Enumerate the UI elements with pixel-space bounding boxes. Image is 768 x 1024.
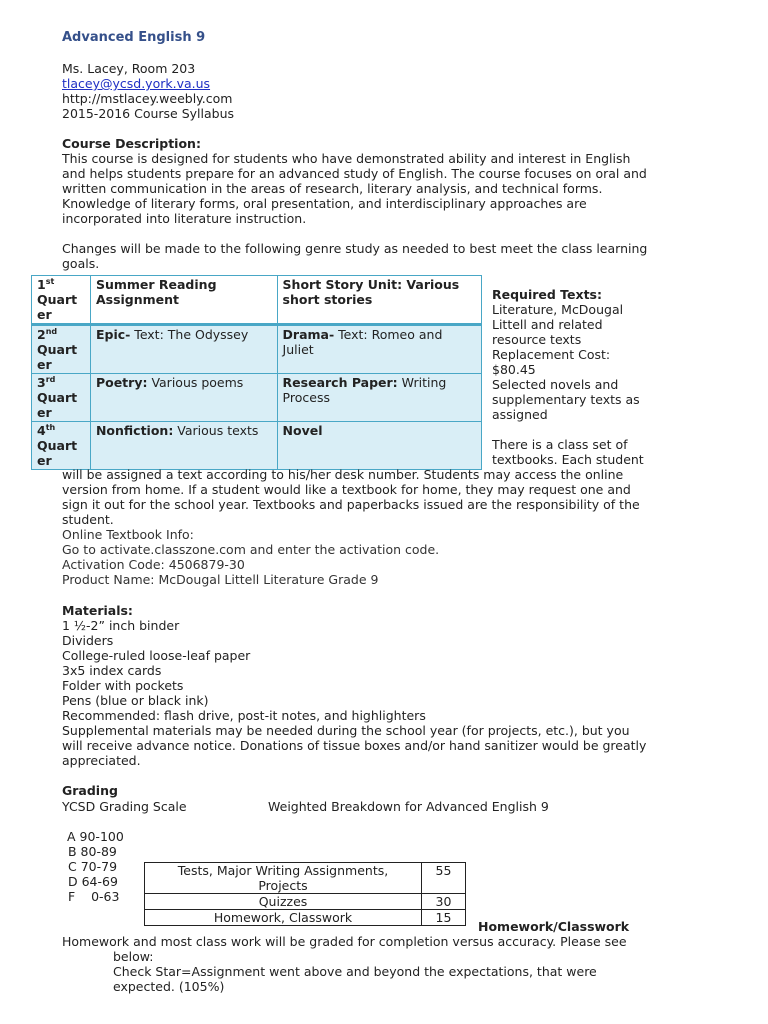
quarter-cell: 3rd Quart er [32, 374, 91, 422]
grade-item: C 70-79 [68, 859, 118, 874]
grade-item: D 64-69 [68, 874, 118, 889]
weight-value: 30 [422, 894, 466, 910]
required-texts-line: Replacement Cost: [492, 347, 611, 362]
homework-line: Homework and most class work will be graded for completion versus accuracy. Please see [62, 934, 627, 949]
required-texts [492, 287, 644, 467]
online-textbook-info [62, 527, 439, 587]
homework-line: Check Star=Assignment went above and beyond the expectations, that were [113, 964, 597, 979]
textbook-line: student. [62, 512, 114, 527]
weighted-breakdown-table [144, 862, 466, 926]
required-texts-line: resource texts [492, 332, 582, 347]
grade-item: A 90-100 [67, 829, 124, 844]
weight-label: Homework, Classwork [145, 910, 422, 926]
required-texts-line: assigned [492, 407, 548, 422]
genre-cell: Nonfiction: Various texts [90, 422, 277, 470]
homework-line: below: [113, 949, 154, 964]
genre-cell: Drama- Text: Romeo and Juliet [277, 325, 481, 374]
grade-item: F 0-63 [68, 889, 120, 904]
grade-item: B 80-89 [68, 844, 117, 859]
grading-scale-list [67, 829, 124, 904]
grading-heading: Grading [62, 783, 118, 798]
genre-cell: Novel [277, 422, 481, 470]
required-texts-line: Literature, McDougal [492, 302, 624, 317]
description-line: Knowledge of literary forms, oral presentation, and interdisciplinary approaches are [62, 196, 587, 211]
genre-cell: Research Paper: Writing Process [277, 374, 481, 422]
required-texts-heading: Required Texts: [492, 287, 602, 302]
description-line: incorporated into literature instruction. [62, 211, 307, 226]
description-line: and helps students prepare for an advanced study of English. The course focuses on oral and [62, 166, 647, 181]
changes-line: goals. [62, 256, 100, 271]
homework-line: expected. (105%) [113, 979, 225, 994]
genre-cell: Poetry: Various poems [90, 374, 277, 422]
table-row [145, 863, 466, 894]
genre-cell: Short Story Unit: Various short stories [277, 276, 481, 325]
class-set-line: There is a class set of [492, 437, 628, 452]
required-texts-line: Selected novels and [492, 377, 619, 392]
course-description-heading: Course Description: [62, 136, 201, 151]
required-texts-line: $80.45 [492, 362, 536, 377]
required-texts-line: supplementary texts as [492, 392, 640, 407]
textbook-line: version from home. If a student would like a textbook for home, they may request one and [62, 482, 631, 497]
online-info-line: Product Name: McDougal Littell Literature Grade 9 [62, 572, 379, 587]
quarter-cell: 2nd Quart er [32, 325, 91, 374]
weighted-breakdown-label: Weighted Breakdown for Advanced English 9 [268, 799, 549, 814]
homework-heading: Homework/Classwork [478, 919, 630, 934]
weight-value: 15 [422, 910, 466, 926]
weight-label: Tests, Major Writing Assignments, Projects [145, 863, 422, 894]
table-row [32, 422, 482, 470]
list-item: Supplemental materials may be needed during the school year (for projects, etc.), but you [62, 723, 630, 738]
spacer [492, 422, 644, 437]
table-row [145, 910, 466, 926]
materials-list [62, 618, 646, 768]
textbook-paragraph [62, 467, 640, 527]
description-line: This course is designed for students who have demonstrated ability and interest in English [62, 151, 631, 166]
textbook-line: will be assigned a text according to his/her desk number. Students may access the online [62, 467, 624, 482]
textbook-line: sign it out for the school year. Textbooks and paperbacks issued are the responsibility of the [62, 497, 640, 512]
list-item: 1 ½-2” inch binder [62, 618, 180, 633]
materials-heading: Materials: [62, 603, 133, 618]
online-info-line: Go to activate.classzone.com and enter the activation code. [62, 542, 440, 557]
changes-line: Changes will be made to the following genre study as needed to best meet the class learning [62, 241, 648, 256]
weight-value: 55 [422, 863, 466, 894]
table-row [32, 325, 482, 374]
grading-scale-label: YCSD Grading Scale [62, 799, 187, 814]
list-item: 3x5 index cards [62, 663, 162, 678]
teacher-info: Ms. Lacey, Room 203 [62, 61, 196, 76]
teacher-email-link[interactable]: tlacey@ycsd.york.va.us [62, 76, 211, 91]
list-item: will receive advance notice. Donations of tissue boxes and/or hand sanitizer would be greatly [62, 738, 647, 753]
quarter-cell: 1st Quart er [32, 276, 91, 325]
table-row [145, 894, 466, 910]
changes-note [62, 241, 647, 271]
list-item: Dividers [62, 633, 114, 648]
page-title: Advanced English 9 [62, 30, 206, 45]
website-url: http://mstlacey.weebly.com [62, 91, 233, 106]
online-info-line: Activation Code: 4506879-30 [62, 557, 245, 572]
syllabus-year: 2015-2016 Course Syllabus [62, 106, 235, 121]
table-row [32, 276, 482, 325]
online-info-line: Online Textbook Info: [62, 527, 194, 542]
course-description-text [62, 151, 647, 226]
genre-study-table [31, 275, 482, 470]
genre-cell: Epic- Text: The Odyssey [90, 325, 277, 374]
table-row [32, 374, 482, 422]
quarter-cell: 4th Quart er [32, 422, 91, 470]
list-item: Folder with pockets [62, 678, 184, 693]
list-item: Recommended: flash drive, post-it notes, and highlighters [62, 708, 426, 723]
class-set-line: textbooks. Each student [492, 452, 644, 467]
weight-label: Quizzes [145, 894, 422, 910]
list-item: Pens (blue or black ink) [62, 693, 209, 708]
description-line: written communication in the areas of research, literary analysis, and technical forms. [62, 181, 603, 196]
list-item: appreciated. [62, 753, 141, 768]
list-item: College-ruled loose-leaf paper [62, 648, 251, 663]
required-texts-line: Littell and related [492, 317, 603, 332]
genre-cell: Summer Reading Assignment [90, 276, 277, 325]
